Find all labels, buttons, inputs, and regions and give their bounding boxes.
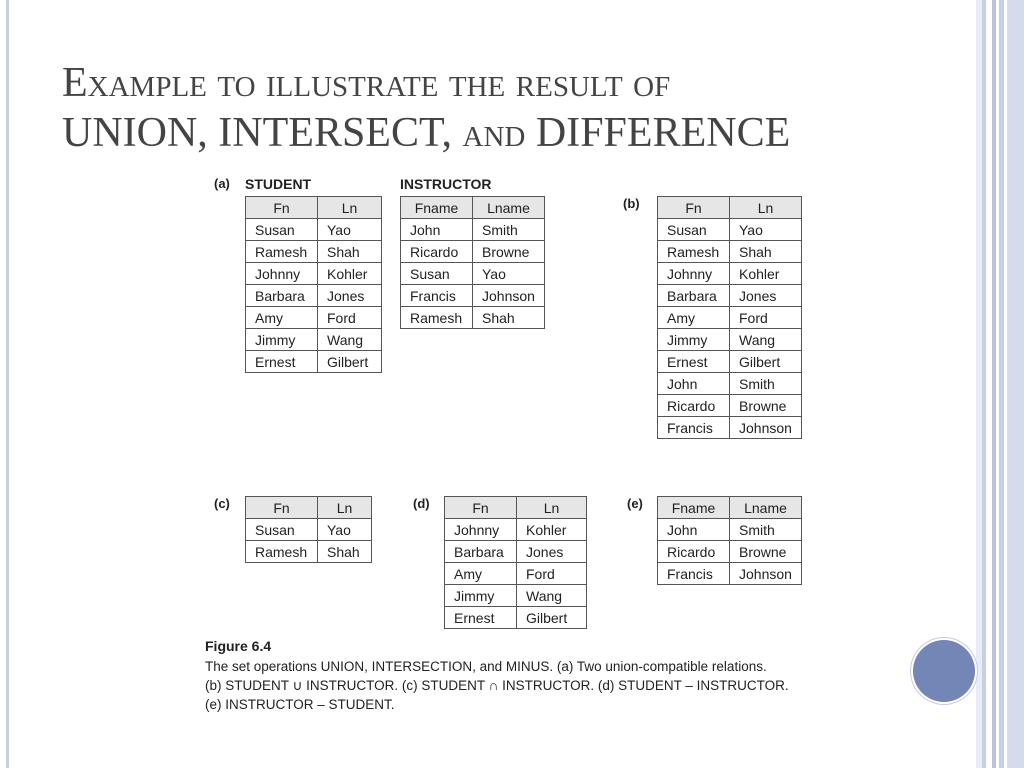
table-cell: Susan	[246, 219, 318, 241]
table-cell: Johnny	[445, 519, 517, 541]
table-cell: Ford	[730, 307, 802, 329]
label-a: (a)	[214, 176, 230, 191]
table-row	[658, 373, 802, 395]
table-row	[246, 263, 382, 285]
table-row	[658, 395, 802, 417]
table-cell: Francis	[401, 285, 473, 307]
table-row	[246, 541, 372, 563]
table-row	[401, 263, 545, 285]
column-header: Fn	[246, 197, 318, 219]
column-header: Fname	[658, 497, 730, 519]
table-cell: Kohler	[730, 263, 802, 285]
table-cell: Ramesh	[658, 241, 730, 263]
column-header: Fn	[246, 497, 318, 519]
table-row	[246, 329, 382, 351]
table-cell: Johnny	[246, 263, 318, 285]
table-cell: Browne	[473, 241, 545, 263]
table-header-row	[658, 497, 802, 519]
instructor-minus-student-table	[657, 496, 802, 585]
table-cell: John	[658, 519, 730, 541]
table-row	[401, 307, 545, 329]
table-cell: Shah	[730, 241, 802, 263]
table-row	[246, 285, 382, 307]
table-cell: Johnson	[473, 285, 545, 307]
table-cell: Browne	[730, 541, 802, 563]
column-header: Ln	[517, 497, 587, 519]
table-cell: Smith	[473, 219, 545, 241]
table-row	[246, 351, 382, 373]
caption-line-2: (b) STUDENT ∪ INSTRUCTOR. (c) STUDENT ∩ INSTRUCTOR. (d) STUDENT – INSTRUCTOR.	[205, 678, 789, 693]
table-cell: Ricardo	[658, 395, 730, 417]
table-cell: Browne	[730, 395, 802, 417]
table-cell: John	[658, 373, 730, 395]
decorative-circle	[913, 640, 975, 702]
table-cell: Gilbert	[318, 351, 382, 373]
student-title: STUDENT	[245, 176, 312, 192]
table-cell: Ramesh	[246, 241, 318, 263]
table-row	[658, 263, 802, 285]
student-minus-instructor-table	[444, 496, 587, 629]
table-header-row	[445, 497, 587, 519]
table-cell: Susan	[246, 519, 318, 541]
table-row	[445, 563, 587, 585]
figure-caption	[205, 637, 885, 714]
table-cell: Shah	[318, 541, 372, 563]
table-cell: Ford	[318, 307, 382, 329]
table-cell: Shah	[473, 307, 545, 329]
table-cell: Susan	[401, 263, 473, 285]
table-cell: Ricardo	[658, 541, 730, 563]
column-header: Ln	[318, 497, 372, 519]
table-row	[401, 219, 545, 241]
table-header-row	[658, 197, 802, 219]
table-cell: Francis	[658, 417, 730, 439]
instructor-table	[400, 196, 545, 329]
column-header: Ln	[318, 197, 382, 219]
label-e: (e)	[627, 496, 643, 511]
table-row	[658, 219, 802, 241]
table-cell: Johnny	[658, 263, 730, 285]
table-cell: Shah	[318, 241, 382, 263]
table-cell: Johnson	[730, 417, 802, 439]
intersection-table	[245, 496, 372, 563]
table-cell: Smith	[730, 373, 802, 395]
table-cell: Yao	[318, 219, 382, 241]
table-cell: Ernest	[658, 351, 730, 373]
table-row	[445, 585, 587, 607]
table-row	[401, 241, 545, 263]
table-cell: Gilbert	[517, 607, 587, 629]
column-header: Lname	[473, 197, 545, 219]
instructor-title: INSTRUCTOR	[400, 176, 492, 192]
table-header-row	[401, 197, 545, 219]
table-cell: Johnson	[730, 563, 802, 585]
slide-title: Example to illustrate the result of UNION, INTERSECT, and DIFFERENCE	[62, 60, 791, 156]
table-row	[246, 307, 382, 329]
table-cell: Barbara	[658, 285, 730, 307]
table-cell: Kohler	[318, 263, 382, 285]
table-row	[658, 351, 802, 373]
table-row	[658, 541, 802, 563]
table-cell: Yao	[318, 519, 372, 541]
right-border-stripes	[976, 0, 1024, 768]
table-cell: Ford	[517, 563, 587, 585]
table-cell: Gilbert	[730, 351, 802, 373]
table-cell: John	[401, 219, 473, 241]
table-cell: Wang	[730, 329, 802, 351]
table-cell: Amy	[246, 307, 318, 329]
table-row	[445, 519, 587, 541]
column-header: Lname	[730, 497, 802, 519]
table-cell: Ernest	[246, 351, 318, 373]
table-cell: Smith	[730, 519, 802, 541]
table-row	[246, 241, 382, 263]
table-cell: Ramesh	[246, 541, 318, 563]
figure-number: Figure 6.4	[205, 638, 272, 654]
table-row	[401, 285, 545, 307]
table-row	[246, 519, 372, 541]
table-cell: Barbara	[246, 285, 318, 307]
table-row	[658, 417, 802, 439]
table-cell: Wang	[318, 329, 382, 351]
table-header-row	[246, 197, 382, 219]
table-cell: Francis	[658, 563, 730, 585]
table-row	[246, 219, 382, 241]
column-header: Ln	[730, 197, 802, 219]
table-cell: Jimmy	[445, 585, 517, 607]
table-cell: Jones	[730, 285, 802, 307]
left-border-line	[6, 0, 9, 768]
label-d: (d)	[413, 496, 430, 511]
label-c: (c)	[214, 496, 230, 511]
table-cell: Ricardo	[401, 241, 473, 263]
table-cell: Barbara	[445, 541, 517, 563]
label-b: (b)	[623, 196, 640, 211]
table-row	[658, 563, 802, 585]
table-cell: Amy	[445, 563, 517, 585]
table-cell: Susan	[658, 219, 730, 241]
table-row	[658, 329, 802, 351]
caption-line-3: (e) INSTRUCTOR – STUDENT.	[205, 697, 395, 712]
table-cell: Ernest	[445, 607, 517, 629]
table-cell: Kohler	[517, 519, 587, 541]
table-cell: Jimmy	[658, 329, 730, 351]
table-cell: Wang	[517, 585, 587, 607]
table-cell: Yao	[730, 219, 802, 241]
table-cell: Ramesh	[401, 307, 473, 329]
table-cell: Jones	[517, 541, 587, 563]
table-cell: Yao	[473, 263, 545, 285]
table-row	[658, 307, 802, 329]
column-header: Fname	[401, 197, 473, 219]
table-row	[658, 519, 802, 541]
caption-line-1: The set operations UNION, INTERSECTION, and MINUS. (a) Two union-compatible relations.	[205, 659, 767, 674]
table-cell: Jones	[318, 285, 382, 307]
table-row	[445, 541, 587, 563]
table-row	[658, 285, 802, 307]
table-header-row	[246, 497, 372, 519]
table-row	[445, 607, 587, 629]
column-header: Fn	[445, 497, 517, 519]
union-table	[657, 196, 802, 439]
column-header: Fn	[658, 197, 730, 219]
table-cell: Jimmy	[246, 329, 318, 351]
student-table	[245, 196, 382, 373]
table-row	[658, 241, 802, 263]
table-cell: Amy	[658, 307, 730, 329]
